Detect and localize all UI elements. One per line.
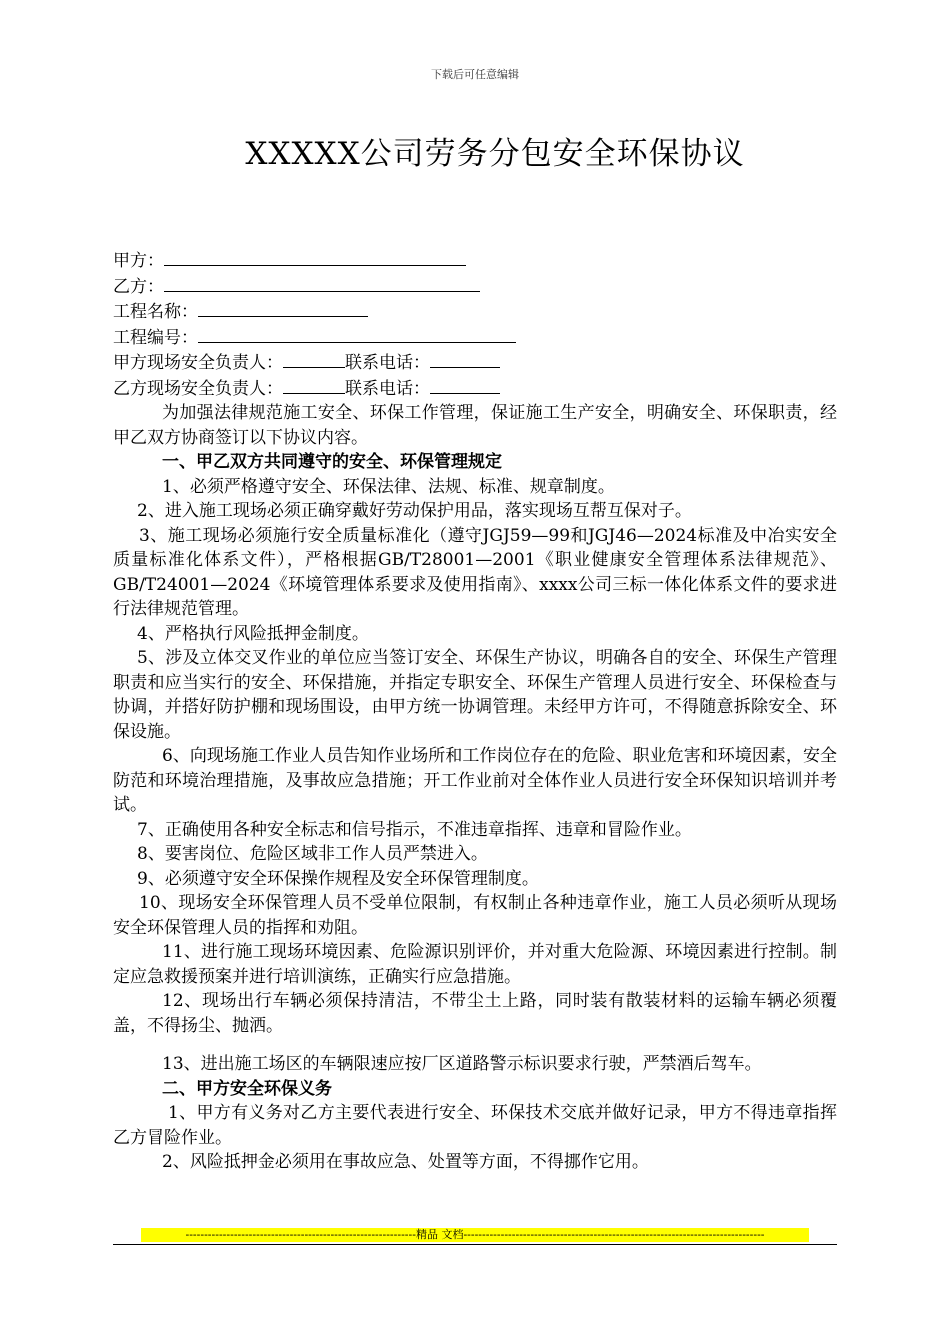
- section-1-item: 7、正确使用各种安全标志和信号指示，不准违章指挥、违章和冒险作业。: [137, 819, 692, 840]
- a-phone-blank: [430, 350, 500, 368]
- party-b-blank: [164, 274, 480, 292]
- section-1-item: 1、必须严格遵守安全、环保法律、法规、标准、规章制度。: [162, 476, 615, 497]
- project-name-blank: [198, 299, 368, 317]
- section-1-item: 13、进出施工场区的车辆限速应按厂区道路警示标识要求行驶，严禁酒后驾车。: [162, 1054, 762, 1074]
- section-1-item: 9、必须遵守安全环保操作规程及安全环保管理制度。: [137, 868, 539, 889]
- section-1-item: 12、现场出行车辆必须保持清洁，不带尘土上路，同时装有散装材料的运输车辆必须覆盖，不得扬尘、抛洒。: [113, 991, 837, 1036]
- project-no-field: [113, 325, 837, 351]
- b-phone-blank: [430, 376, 500, 394]
- section-1-item: 11、进行施工现场环境因素、危险源识别评价，并对重大危险源、环境因素进行控制。制定应急救援预案并进行培训演练，正确实行应急措施。: [113, 942, 837, 987]
- a-safety-person-blank: [283, 350, 345, 368]
- party-a-blank: [164, 248, 466, 266]
- section-1-item: 2、进入施工现场必须正确穿戴好劳动保护用品，落实现场互帮互保对子。: [137, 501, 692, 521]
- document-title: XXXXX公司劳务分包安全环保协议: [245, 136, 745, 172]
- a-safety-person-label: 甲方现场安全负责人：: [113, 353, 283, 373]
- b-safety-person-field: [113, 376, 837, 402]
- intro-paragraph: 为加强法律规范施工安全、环保工作管理，保证施工生产安全，明确安全、环保职责，经甲乙双方协商签订以下协议内容。: [113, 403, 837, 448]
- paragraph-gap: [113, 1038, 837, 1052]
- section-2-heading: 二、甲方安全环保义务: [162, 1078, 332, 1099]
- section-1-item: 6、向现场施工作业人员告知作业场所和工作岗位存在的危险、职业危害和环境因素，安全防范和环境治理措施，及事故应急措施；开工作业前对全体作业人员进行安全环保知识培训并考试。: [113, 746, 837, 815]
- a-phone-label: 联系电话：: [345, 353, 430, 373]
- b-phone-label: 联系电话：: [345, 378, 430, 399]
- section-1-item: 8、要害岗位、危险区域非工作人员严禁进入。: [137, 844, 488, 864]
- section-2-item: 2、风险抵押金必须用在事故应急、处置等方面，不得挪作它用。: [162, 1152, 649, 1172]
- project-no-blank: [198, 325, 516, 343]
- project-name-field: [113, 299, 837, 325]
- section-1-item: 5、涉及立体交叉作业的单位应当签订安全、环保生产协议，明确各自的安全、环保生产管理职责和应当实行的安全、环保措施，并指定专职安全、环保生产管理人员进行安全、环保检查与协调，并搭好防护棚和现场围设，由甲方统一协调管理。未经甲方许可，不得随意拆除安全、环保设施。: [113, 648, 837, 742]
- party-b-label: 乙方：: [113, 276, 164, 297]
- b-safety-person-label: 乙方现场安全负责人：: [113, 378, 283, 399]
- project-name-label: 工程名称：: [113, 302, 198, 322]
- section-1-item: 10、现场安全环保管理人员不受单位限制，有权制止各种违章作业，施工人员必须听从现场安全环保管理人员的指挥和劝阻。: [113, 893, 837, 938]
- party-a-label: 甲方：: [113, 251, 164, 271]
- section-1-heading: 一、甲乙双方共同遵守的安全、环保管理规定: [162, 452, 502, 472]
- section-1-item: 3、施工现场必须施行安全质量标准化（遵守JGJ59—99和JGJ46—2024标准及中冶实安全质量标准化体系文件），严格根据GB/T28001—2001《职业健康安全管理体系法律规范》、GB/T24001—2024《环境管理体系要求及使用指南》、xxxx公司三标一体化体系文件的要求进行法律规范管理。: [113, 525, 837, 619]
- footer-banner: --------------------------------------------------------------精品 文档---------------------------------------------------------------------------------: [141, 1228, 809, 1242]
- section-2-item: 1、甲方有义务对乙方主要代表进行安全、环保技术交底并做好记录，甲方不得违章指挥乙方冒险作业。: [113, 1103, 837, 1148]
- party-b-field: [113, 274, 837, 300]
- a-safety-person-field: [113, 350, 837, 376]
- header-note: 下载后可任意编辑: [431, 68, 519, 81]
- party-a-field: [113, 248, 837, 274]
- document-body: [113, 248, 837, 1175]
- project-no-label: 工程编号：: [113, 327, 198, 348]
- footer-divider: [113, 1244, 837, 1245]
- b-safety-person-blank: [283, 376, 345, 394]
- section-1-item: 4、严格执行风险抵押金制度。: [137, 623, 369, 644]
